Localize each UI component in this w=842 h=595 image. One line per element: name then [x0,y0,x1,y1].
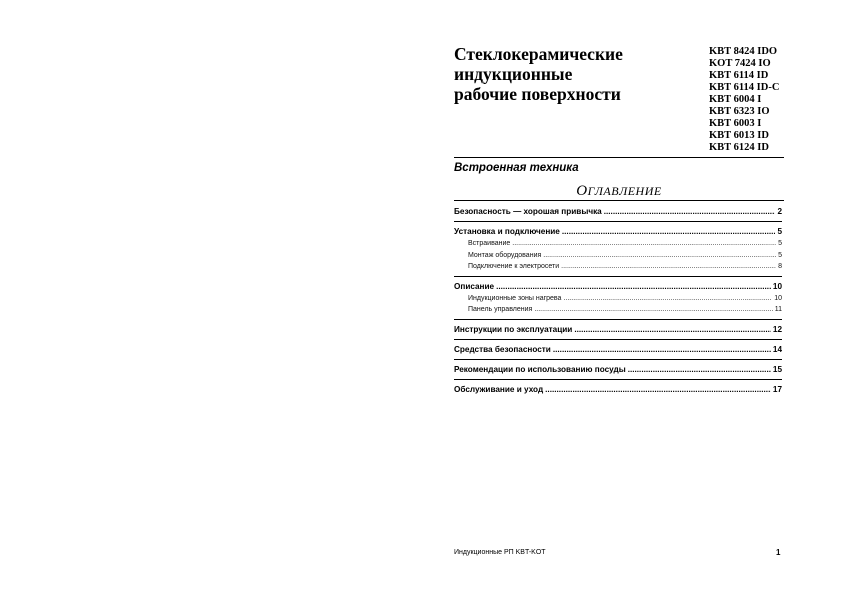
toc-subentry[interactable] [454,261,782,273]
table-of-contents [454,205,782,396]
dot-leader [543,250,776,262]
section-subtitle: Встроенная техника [454,162,579,174]
toc-subentry[interactable] [454,250,782,262]
model-item: KBT 6124 ID [709,142,769,153]
dot-leader [628,363,771,376]
dot-leader [562,225,776,238]
toc-entry-label: Обслуживание и уход [454,384,544,394]
model-item: KBT 6114 ID-C [709,82,780,93]
footer-caption: Индукционные РП KBT-KOT [454,549,546,556]
toc-entry-label: Рекомендации по использованию посуды [454,364,626,374]
toc-subentry-page: 5 [778,240,782,247]
toc-heading-rest: ГЛАВЛЕНИЕ [587,184,662,198]
toc-subentry-label: Встраивание [468,240,511,247]
header-divider [454,157,784,158]
toc-heading [454,183,784,200]
toc-entry[interactable] [454,280,782,293]
document-title [454,44,694,104]
toc-divider [454,359,782,360]
model-item: KBT 8424 IDO [709,46,778,57]
toc-entry-page: 12 [772,324,782,334]
toc-entry-label: Безопасность — хорошая привычка [454,207,602,216]
toc-subentry-label: Панель управления [468,306,533,313]
toc-subentry-label: Подключение к электросети [468,263,560,270]
dot-leader [553,343,771,356]
toc-subentry-page: 5 [778,251,782,259]
dot-leader [496,280,771,293]
dot-leader [563,293,772,305]
dot-leader [561,261,776,273]
toc-divider [454,339,782,340]
toc-subentry-label: Монтаж оборудования [468,251,542,259]
toc-subentry[interactable] [454,293,782,305]
toc-entry-page: 2 [777,207,782,216]
toc-subentry-page: 8 [778,263,782,270]
toc-entry[interactable] [454,225,782,238]
toc-entry[interactable] [454,323,782,336]
page-number: 1 [776,548,781,557]
model-item: KBT 6013 ID [709,130,769,141]
toc-entry[interactable] [454,205,782,218]
toc-entry[interactable] [454,343,782,356]
toc-divider [454,319,782,320]
title-line-3: рабочие поверхности [454,84,621,104]
toc-subentry[interactable] [454,238,782,250]
toc-entry-label: Средства безопасности [454,344,551,354]
toc-entry-label: Инструкции по эксплуатации [454,324,573,334]
toc-subentry-label: Индукционные зоны нагрева [468,294,562,302]
toc-heading-divider [454,200,784,201]
model-item: KBT 6003 I [709,118,762,129]
toc-entry-page: 15 [772,364,782,374]
model-item: KBT 6114 ID [709,70,769,81]
model-item: KOT 7424 IO [709,58,771,69]
toc-entry-label: Установка и подключение [454,227,560,236]
toc-entry[interactable] [454,363,782,376]
toc-entry-page: 10 [772,281,782,291]
toc-entry-page: 5 [777,227,782,236]
toc-heading-capital: О [576,183,588,199]
toc-subentry-page: 11 [774,306,782,313]
toc-entry[interactable] [454,383,782,396]
model-item: KBT 6004 I [709,94,762,105]
toc-divider [454,221,782,222]
dot-leader [534,304,772,316]
title-line-1: Стеклокерамические [454,44,623,64]
toc-subentry[interactable] [454,304,782,316]
toc-entry-label: Описание [454,281,495,291]
toc-entry-page: 14 [772,344,782,354]
title-line-2: индукционные [454,64,573,84]
toc-entry-page: 17 [772,384,782,394]
model-list [709,46,799,154]
toc-divider [454,379,782,380]
dot-leader [512,238,776,250]
model-item: KBT 6323 IO [709,106,770,117]
dot-leader [545,383,771,396]
dot-leader [574,323,771,336]
dot-leader [604,205,776,218]
toc-subentry-page: 10 [774,294,782,302]
toc-divider [454,276,782,277]
